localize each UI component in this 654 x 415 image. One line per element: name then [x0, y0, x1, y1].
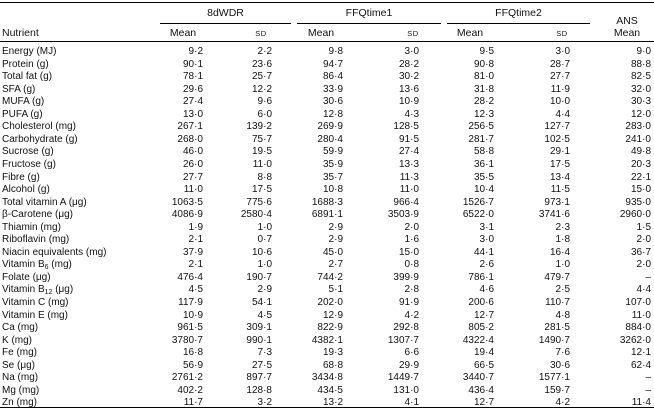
nutrient-name: Vitamin C (mg)	[2, 297, 69, 308]
cell-mean-ffqtime2: 35·5	[473, 171, 494, 183]
cell-sd-ffqtime1: 4·1	[404, 397, 419, 409]
cell-mean-ans: 32·0	[630, 83, 651, 95]
cell-mean-ans: 22·1	[630, 171, 651, 183]
cell-sd-8dwdr: 12·2	[251, 83, 272, 95]
cell-sd-ffqtime1: 11·0	[399, 184, 419, 196]
cell-mean-ffqtime1: 2·9	[328, 234, 343, 246]
cell-sd-8dwdr: 309·1	[246, 322, 272, 334]
nutrient-name: Fe (mg)	[2, 347, 37, 359]
cell-mean-ans: 107·0	[625, 297, 651, 308]
cell-mean-8dwdr: 268·0	[177, 133, 203, 145]
cell-mean-ffqtime1: 1688·3	[311, 196, 343, 208]
cell-mean-8dwdr: 37·9	[182, 246, 203, 258]
cell-sd-ffqtime2: 16·4	[549, 246, 570, 258]
cell-sd-8dwdr: 7·3	[257, 347, 272, 359]
cell-mean-ans: 3262·0	[619, 334, 651, 346]
cell-mean-8dwdr: 3780·7	[171, 334, 203, 346]
cell-sd-ffqtime2: 102·5	[544, 133, 570, 145]
cell-sd-ffqtime1: 399·9	[393, 271, 419, 283]
cell-mean-ffqtime2: 58·8	[473, 146, 494, 158]
cell-sd-ffqtime1: 292·8	[393, 322, 419, 334]
nutrient-name: Carbohydrate (g)	[2, 133, 78, 145]
cell-mean-8dwdr: 13·0	[182, 108, 203, 120]
cell-sd-ffqtime1: 3503·9	[387, 209, 419, 221]
cell-sd-ffqtime2: 11·5	[550, 184, 570, 196]
cell-sd-ffqtime2: 1·0	[555, 259, 570, 271]
cell-mean-ffqtime2: 36·1	[473, 158, 494, 170]
cell-sd-ffqtime1: 2·0	[404, 221, 419, 233]
cell-mean-ffqtime1: 3434·8	[311, 372, 343, 384]
cell-mean-ans: –	[645, 372, 651, 384]
nutrient-name: Fibre (g)	[2, 171, 40, 183]
cell-mean-ffqtime1: 2·7	[328, 259, 343, 271]
cell-mean-ffqtime1: 280·4	[317, 133, 343, 145]
cell-sd-ffqtime1: 0·8	[404, 259, 419, 271]
cell-mean-ffqtime2: 31·8	[473, 83, 494, 95]
nutrient-name: β-Carotene (μg)	[2, 209, 73, 221]
cell-sd-8dwdr: 139·2	[246, 121, 272, 133]
nutrient-name: Cholesterol (mg)	[2, 121, 76, 133]
cell-sd-8dwdr: 25·7	[251, 71, 272, 83]
cell-mean-ffqtime2: 4·6	[479, 284, 494, 296]
cell-mean-ffqtime1: 94·7	[322, 58, 343, 70]
cell-mean-ffqtime2: 81·0	[473, 71, 494, 83]
cell-mean-8dwdr: 1063·5	[171, 196, 203, 208]
mean-header-ffqtime2: Mean	[456, 27, 484, 39]
cell-mean-ans: 30·3	[630, 96, 651, 108]
cell-mean-ans: 11·0	[631, 309, 651, 321]
group-header-ffqtime1: FFQtime1	[345, 7, 393, 19]
cell-sd-ffqtime1: 4·3	[404, 108, 419, 120]
cell-sd-ffqtime2: 1490·7	[538, 334, 570, 346]
cell-mean-8dwdr: 11·0	[183, 184, 203, 196]
cell-mean-8dwdr: 117·9	[178, 297, 203, 308]
cell-mean-ffqtime2: 3·1	[479, 221, 494, 233]
cell-mean-8dwdr: 402·2	[177, 384, 203, 396]
cell-mean-ans: 2·0	[636, 259, 651, 271]
cell-mean-ans: 4·4	[636, 284, 651, 296]
cell-sd-ffqtime2: 4·2	[555, 397, 570, 409]
cell-sd-8dwdr: 190·7	[246, 271, 272, 283]
cell-mean-ffqtime2: 3·0	[479, 234, 494, 246]
group-rule-ffqtime2	[447, 23, 590, 24]
cell-mean-ffqtime2: 6522·0	[462, 209, 494, 221]
cell-sd-8dwdr: 2·2	[257, 46, 272, 57]
cell-mean-ffqtime1: 10·8	[322, 184, 343, 196]
cell-sd-8dwdr: 6·0	[257, 108, 272, 120]
cell-mean-8dwdr: 2·1	[188, 259, 203, 271]
nutrient-name: Mg (mg)	[2, 384, 40, 396]
cell-sd-8dwdr: 1·0	[257, 221, 272, 233]
nutrient-name: Vitamin $B_6$ (mg)	[2, 259, 72, 272]
cell-mean-ffqtime1: 35·9	[322, 158, 343, 170]
nutrient-name: Niacin equivalents (mg)	[2, 246, 107, 258]
cell-mean-ffqtime1: 744·2	[317, 271, 343, 283]
cell-mean-ans: 88·8	[630, 58, 651, 70]
cell-mean-ffqtime2: 1526·7	[462, 196, 494, 208]
cell-mean-ans: 9·0	[636, 46, 651, 57]
cell-sd-ffqtime1: 1449·7	[387, 372, 419, 384]
ans-header: ANS	[616, 15, 638, 27]
cell-sd-8dwdr: 897·7	[246, 372, 272, 384]
mean-header-8dwdr: Mean	[169, 27, 197, 39]
nutrient-name: Thiamin (mg)	[2, 221, 61, 233]
cell-mean-ffqtime1: 6891·1	[311, 209, 343, 221]
cell-sd-ffqtime2: 1·8	[555, 234, 570, 246]
cell-mean-ffqtime2: 12·3	[473, 108, 494, 120]
cell-mean-ffqtime1: 2·9	[328, 221, 343, 233]
sd-header-ffqtime2: SD	[556, 29, 568, 38]
cell-sd-8dwdr: 3·2	[257, 397, 272, 409]
cell-sd-ffqtime2: 159·7	[544, 384, 570, 396]
cell-mean-ffqtime2: 256·5	[468, 121, 494, 133]
cell-mean-ffqtime2: 786·1	[468, 271, 494, 283]
cell-sd-ffqtime2: 11·9	[550, 83, 570, 95]
cell-sd-ffqtime1: 10·9	[398, 96, 419, 108]
cell-sd-8dwdr: 75·7	[251, 133, 272, 145]
cell-mean-ans: 241·0	[625, 133, 651, 145]
cell-sd-ffqtime1: 13·6	[398, 83, 419, 95]
cell-sd-ffqtime2: 30·6	[549, 359, 570, 371]
bottom-rule	[0, 407, 654, 408]
cell-sd-ffqtime2: 973·1	[544, 196, 570, 208]
nutrient-name: SFA (g)	[2, 83, 36, 95]
nutrient-name: K (mg)	[2, 334, 32, 346]
cell-mean-8dwdr: 29·6	[182, 83, 203, 95]
cell-sd-ffqtime1: 3·0	[404, 46, 419, 57]
cell-mean-8dwdr: 90·1	[182, 58, 203, 70]
cell-mean-8dwdr: 4·5	[188, 284, 203, 296]
cell-mean-ffqtime2: 805·2	[468, 322, 494, 334]
cell-sd-8dwdr: 23·6	[251, 58, 272, 70]
nutrient-name: Total fat (g)	[2, 71, 53, 83]
cell-sd-ffqtime2: 10·0	[549, 96, 570, 108]
cell-mean-ffqtime2: 3440·7	[462, 372, 494, 384]
cell-mean-ans: 1·5	[636, 221, 651, 233]
cell-sd-ffqtime2: 2·5	[555, 284, 570, 296]
cell-mean-ans: 935·0	[625, 196, 651, 208]
cell-mean-ans: –	[645, 384, 651, 396]
cell-mean-ffqtime2: 2·6	[479, 259, 494, 271]
cell-mean-8dwdr: 16·8	[182, 347, 203, 359]
cell-sd-ffqtime2: 17·5	[549, 158, 570, 170]
cell-sd-8dwdr: 19·5	[251, 146, 272, 158]
cell-mean-ans: 884·0	[625, 322, 651, 334]
cell-mean-ffqtime1: 33·9	[322, 83, 343, 95]
cell-mean-ans: 283·0	[625, 121, 651, 133]
cell-sd-8dwdr: 10·6	[251, 246, 272, 258]
cell-mean-ffqtime1: 86·4	[322, 71, 343, 83]
cell-mean-ffqtime2: 12·7	[473, 397, 494, 409]
cell-sd-ffqtime1: 2·8	[404, 284, 419, 296]
cell-sd-8dwdr: 4·5	[257, 309, 272, 321]
cell-sd-ffqtime2: 27·7	[549, 71, 570, 83]
cell-mean-ffqtime2: 10·4	[473, 184, 494, 196]
cell-sd-ffqtime1: 29·9	[398, 359, 419, 371]
cell-sd-ffqtime2: 4·8	[555, 309, 570, 321]
nutrient-name: Energy (MJ)	[2, 46, 57, 57]
cell-sd-ffqtime2: 281·5	[544, 322, 570, 334]
cell-sd-8dwdr: 9·6	[257, 96, 272, 108]
cell-mean-8dwdr: 2761·2	[171, 372, 203, 384]
cell-sd-ffqtime1: 15·0	[398, 246, 419, 258]
cell-sd-ffqtime1: 128·5	[393, 121, 419, 133]
cell-mean-ans: 11·4	[631, 397, 651, 409]
nutrient-name: Total vitamin A (μg)	[2, 196, 87, 208]
header-rule	[0, 41, 654, 42]
cell-sd-ffqtime1: 6·6	[404, 347, 419, 359]
cell-sd-ffqtime2: 28·7	[549, 58, 570, 70]
cell-sd-ffqtime2: 7·6	[555, 347, 570, 359]
cell-mean-8dwdr: 1·9	[188, 221, 203, 233]
nutrient-name: Fructose (g)	[2, 158, 56, 170]
cell-mean-ffqtime2: 44·1	[473, 246, 494, 258]
cell-sd-8dwdr: 17·5	[251, 184, 272, 196]
cell-sd-ffqtime1: 91·9	[398, 297, 419, 308]
cell-mean-ans: 62·4	[630, 359, 651, 371]
nutrient-name: Vitamin E (mg)	[2, 309, 68, 321]
group-header-ffqtime2: FFQtime2	[495, 7, 542, 19]
cell-sd-ffqtime2: 110·7	[545, 297, 570, 308]
nutrient-name: Folate (μg)	[2, 271, 51, 283]
group-rule-8dwdr	[160, 23, 291, 24]
cell-sd-ffqtime1: 91·5	[398, 133, 419, 145]
cell-mean-ffqtime1: 68·8	[322, 359, 343, 371]
cell-sd-ffqtime1: 11·3	[399, 171, 419, 183]
cell-mean-ffqtime2: 4322·4	[462, 334, 494, 346]
cell-sd-ffqtime1: 27·4	[398, 146, 419, 158]
cell-mean-8dwdr: 46·0	[182, 146, 203, 158]
cell-mean-8dwdr: 27·7	[182, 171, 203, 183]
cell-sd-ffqtime1: 966·4	[393, 196, 419, 208]
cell-sd-8dwdr: 0·7	[257, 234, 272, 246]
cell-sd-ffqtime2: 479·7	[544, 271, 570, 283]
cell-mean-ffqtime1: 5·1	[328, 284, 343, 296]
cell-sd-8dwdr: 27·5	[251, 359, 272, 371]
cell-sd-ffqtime2: 3·0	[555, 46, 570, 57]
group-header-8dwdr: 8dWDR	[207, 7, 244, 19]
cell-sd-ffqtime1: 131·0	[393, 384, 419, 396]
nutrient-name: MUFA (g)	[2, 96, 45, 108]
cell-sd-8dwdr: 775·6	[246, 196, 272, 208]
cell-sd-8dwdr: 2580·4	[240, 209, 272, 221]
cell-mean-8dwdr: 267·1	[177, 121, 203, 133]
cell-sd-ffqtime2: 3741·6	[538, 209, 570, 221]
cell-mean-ffqtime2: 200·6	[468, 297, 494, 308]
cell-sd-ffqtime1: 1·6	[404, 234, 419, 246]
cell-mean-ffqtime1: 30·6	[322, 96, 343, 108]
sd-header-8dwdr: SD	[255, 29, 267, 38]
cell-mean-ans: 36·7	[630, 246, 651, 258]
cell-mean-ffqtime2: 66·5	[473, 359, 494, 371]
cell-sd-ffqtime1: 13·3	[398, 158, 419, 170]
cell-mean-ffqtime1: 4382·1	[311, 334, 343, 346]
ans-mean-header: Mean	[613, 27, 641, 39]
cell-mean-8dwdr: 78·1	[182, 71, 203, 83]
cell-mean-ffqtime1: 202·0	[317, 297, 343, 308]
cell-mean-ans: 49·8	[630, 146, 651, 158]
cell-mean-ans: 2·0	[636, 234, 651, 246]
cell-mean-ffqtime1: 9·8	[328, 46, 343, 57]
group-rule-ffqtime1	[297, 23, 441, 24]
cell-mean-ans: 20·3	[630, 158, 651, 170]
nutrient-name: Se (μg)	[2, 359, 35, 371]
cell-mean-ffqtime1: 12·9	[322, 309, 343, 321]
cell-mean-ffqtime2: 28·2	[473, 96, 494, 108]
cell-sd-ffqtime2: 13·4	[549, 171, 570, 183]
cell-sd-ffqtime2: 4·4	[555, 108, 570, 120]
nutrient-name: Vitamin $B_{12}$ (μg)	[2, 284, 74, 297]
cell-mean-ffqtime2: 12·7	[473, 309, 494, 321]
cell-sd-8dwdr: 11·0	[252, 158, 272, 170]
nutrient-name: PUFA (g)	[2, 108, 43, 120]
nutrient-name: Alcohol (g)	[2, 184, 50, 196]
cell-mean-8dwdr: 4086·9	[171, 209, 203, 221]
nutrient-name: Sucrose (g)	[2, 146, 54, 158]
cell-mean-ffqtime1: 19·3	[322, 347, 343, 359]
cell-sd-ffqtime2: 29·1	[549, 146, 570, 158]
cell-sd-ffqtime1: 1307·7	[387, 334, 419, 346]
nutrient-name: Na (mg)	[2, 372, 39, 384]
cell-sd-ffqtime2: 2·3	[555, 221, 570, 233]
cell-mean-ffqtime1: 13·2	[322, 397, 343, 409]
cell-mean-ffqtime2: 19·4	[473, 347, 494, 359]
cell-mean-8dwdr: 476·4	[177, 271, 203, 283]
cell-mean-ffqtime1: 822·9	[317, 322, 343, 334]
cell-sd-8dwdr: 2·9	[257, 284, 272, 296]
nutrient-name: Ca (mg)	[2, 322, 39, 334]
cell-mean-ffqtime2: 281·7	[468, 133, 494, 145]
nutrient-name: Riboflavin (mg)	[2, 234, 70, 246]
mean-header-ffqtime1: Mean	[307, 27, 335, 39]
cell-sd-8dwdr: 1·0	[257, 259, 272, 271]
cell-mean-ffqtime1: 35·7	[322, 171, 343, 183]
cell-sd-ffqtime2: 1577·1	[538, 372, 570, 384]
nutrient-name: Protein (g)	[2, 58, 49, 70]
cell-mean-ffqtime1: 59·9	[322, 146, 343, 158]
cell-mean-ffqtime2: 90·8	[473, 58, 494, 70]
cell-mean-ffqtime1: 45·0	[322, 246, 343, 258]
cell-mean-8dwdr: 9·2	[188, 46, 203, 57]
cell-mean-8dwdr: 2·1	[188, 234, 203, 246]
cell-mean-ans: 15·0	[630, 184, 651, 196]
cell-sd-8dwdr: 990·1	[246, 334, 272, 346]
top-rule	[0, 2, 654, 3]
cell-mean-8dwdr: 26·0	[182, 158, 203, 170]
nutrient-name: Zn (mg)	[2, 397, 37, 409]
cell-sd-ffqtime1: 30·2	[398, 71, 419, 83]
cell-sd-ffqtime2: 127·7	[544, 121, 570, 133]
cell-mean-8dwdr: 56·9	[182, 359, 203, 371]
cell-mean-ans: 2960·0	[619, 209, 651, 221]
cell-sd-8dwdr: 128·8	[246, 384, 272, 396]
cell-mean-ffqtime2: 9·5	[479, 46, 494, 57]
cell-sd-8dwdr: 8·8	[257, 171, 272, 183]
cell-sd-ffqtime1: 4·2	[404, 309, 419, 321]
cell-mean-ffqtime1: 434·5	[317, 384, 343, 396]
cell-mean-8dwdr: 10·9	[182, 309, 203, 321]
cell-sd-ffqtime1: 28·2	[398, 58, 419, 70]
nutrient-header: Nutrient	[2, 27, 39, 39]
cell-mean-ffqtime1: 12·8	[322, 108, 343, 120]
cell-mean-8dwdr: 961·5	[177, 322, 203, 334]
cell-mean-ffqtime2: 436·4	[468, 384, 494, 396]
cell-mean-8dwdr: 27·4	[182, 96, 203, 108]
cell-mean-ans: 82·5	[630, 71, 651, 83]
cell-mean-8dwdr: 11·7	[183, 397, 203, 409]
cell-mean-ans: 12·0	[630, 108, 651, 120]
cell-mean-ffqtime1: 269·9	[317, 121, 343, 133]
cell-mean-ans: –	[645, 271, 651, 283]
cell-mean-ans: 12·1	[630, 347, 651, 359]
cell-sd-8dwdr: 54·1	[251, 297, 272, 308]
sd-header-ffqtime1: SD	[407, 29, 419, 38]
